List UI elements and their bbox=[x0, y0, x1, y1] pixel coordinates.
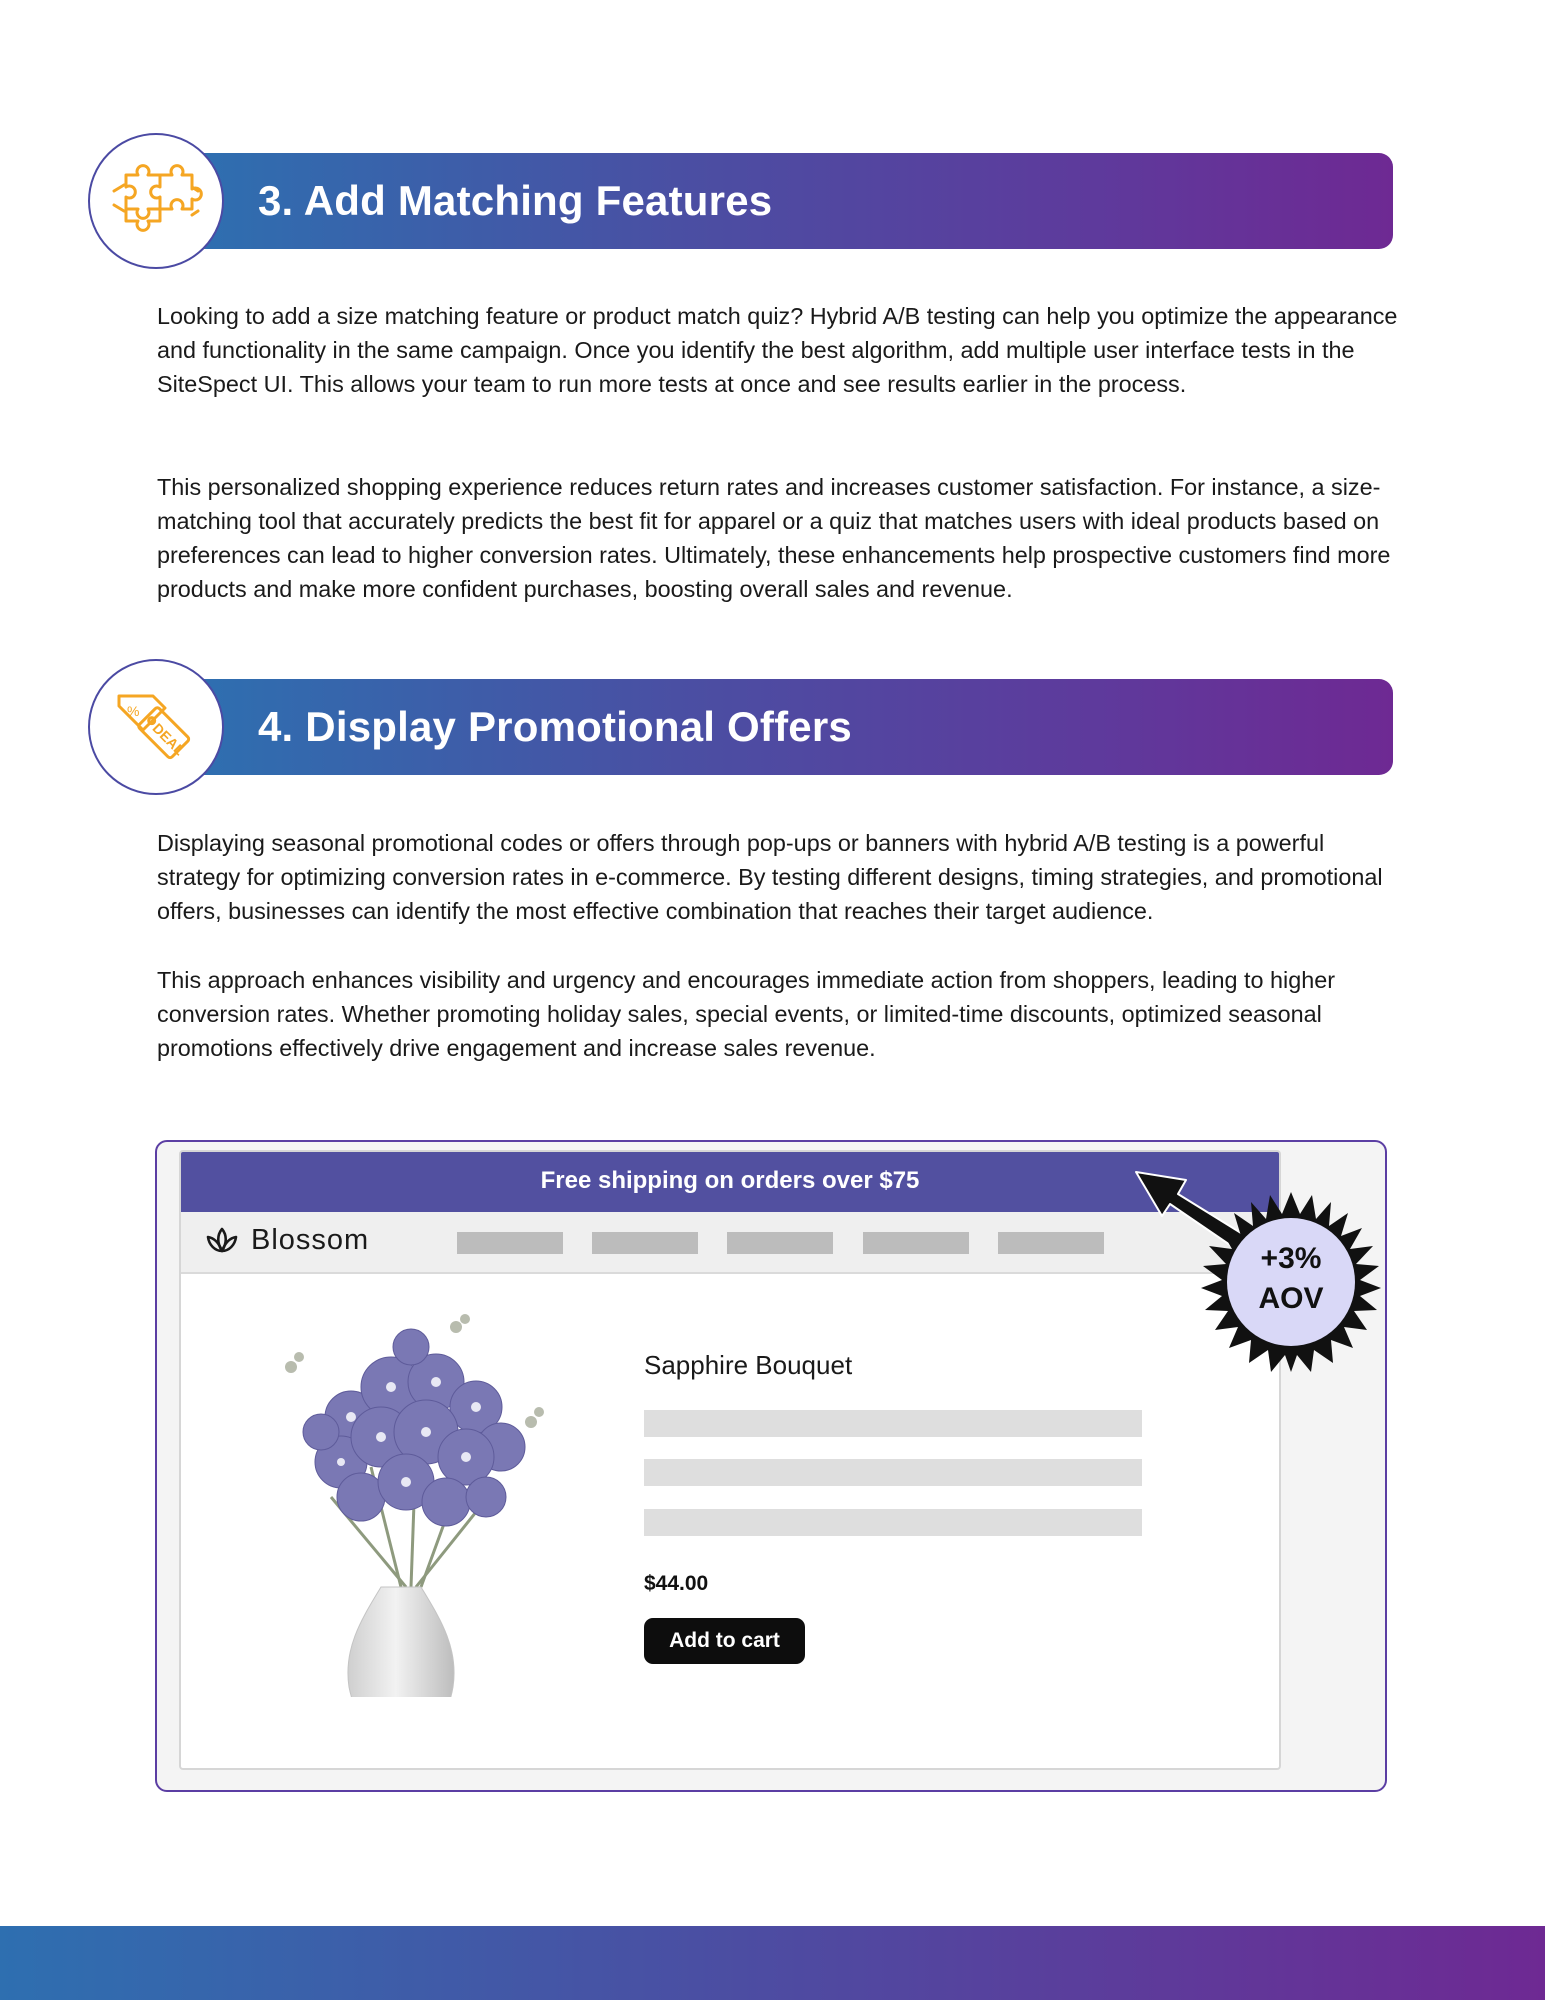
product-price: $44.00 bbox=[644, 1572, 709, 1595]
aov-badge-line2: AOV bbox=[1258, 1282, 1324, 1315]
section-4-paragraph-2: This approach enhances visibility and urgency and encourages immediate action from shoppers, leading to higher conversion rates. Whether promoting holiday sales, special events, or limited-time discounts, optimized seasonal promotions effectively drive engagement and increase sales revenue. bbox=[157, 967, 1336, 1061]
section-3-paragraph-1: Looking to add a size matching feature or product match quiz? Hybrid A/B testing can help you optimize the appearance and functionality in the same campaign. Once you identify the best algorithm, add multiple user interface tests in the SiteSpect UI. This allows your team to run more tests at once and see results earlier in the process. bbox=[157, 303, 1398, 397]
nav-link-placeholder[interactable] bbox=[457, 1232, 563, 1254]
brand-name: Blossom bbox=[251, 1224, 370, 1256]
nav-link-placeholder[interactable] bbox=[592, 1232, 698, 1254]
promo-illustration bbox=[155, 1140, 1387, 1792]
free-shipping-banner[interactable]: Free shipping on orders over $75 bbox=[181, 1152, 1279, 1212]
deal-tag-text: DEAL bbox=[149, 719, 188, 759]
description-placeholder-line bbox=[644, 1459, 1142, 1486]
section-3-header bbox=[88, 133, 1393, 275]
brand-logo[interactable] bbox=[205, 1224, 369, 1257]
puzzle-icon bbox=[88, 133, 224, 269]
footer-gradient-band bbox=[0, 1926, 1545, 2000]
section-3-title: 3. Add Matching Features bbox=[258, 177, 773, 224]
aov-badge bbox=[1199, 1190, 1383, 1374]
aov-badge-line1: +3% bbox=[1260, 1242, 1322, 1275]
nav-link-placeholder[interactable] bbox=[863, 1232, 969, 1254]
svg-text:%: % bbox=[127, 703, 140, 719]
lotus-icon bbox=[205, 1225, 239, 1257]
product-image-flower-vase bbox=[251, 1287, 581, 1697]
nav-link-placeholder[interactable] bbox=[998, 1232, 1104, 1254]
section-4-title: 4. Display Promotional Offers bbox=[258, 703, 852, 750]
section-3-paragraph-2: This personalized shopping experience reduces return rates and increases customer satisfaction. For instance, a size-matching tool that accurately predicts the best fit for apparel or a quiz that matches users with ideal products based on preferences can lead to higher conversion rates. Ultimately, these enhancements help prospective customers find more products and make more confident purchases, boosting overall sales and revenue. bbox=[157, 474, 1391, 602]
product-title: Sapphire Bouquet bbox=[644, 1350, 853, 1380]
section-4-header bbox=[88, 659, 1393, 801]
description-placeholder-line bbox=[644, 1509, 1142, 1536]
section-4-paragraph-1: Displaying seasonal promotional codes or offers through pop-ups or banners with hybrid A/B testing is a powerful strategy for optimizing conversion rates in e-commerce. By testing different designs, timing strategies, and promotional offers, businesses can identify the most effective combination that reaches their target audience. bbox=[157, 830, 1383, 924]
nav-link-placeholder[interactable] bbox=[727, 1232, 833, 1254]
description-placeholder-line bbox=[644, 1410, 1142, 1437]
deal-tag-icon bbox=[88, 659, 224, 795]
add-to-cart-button[interactable]: Add to cart bbox=[644, 1618, 805, 1664]
